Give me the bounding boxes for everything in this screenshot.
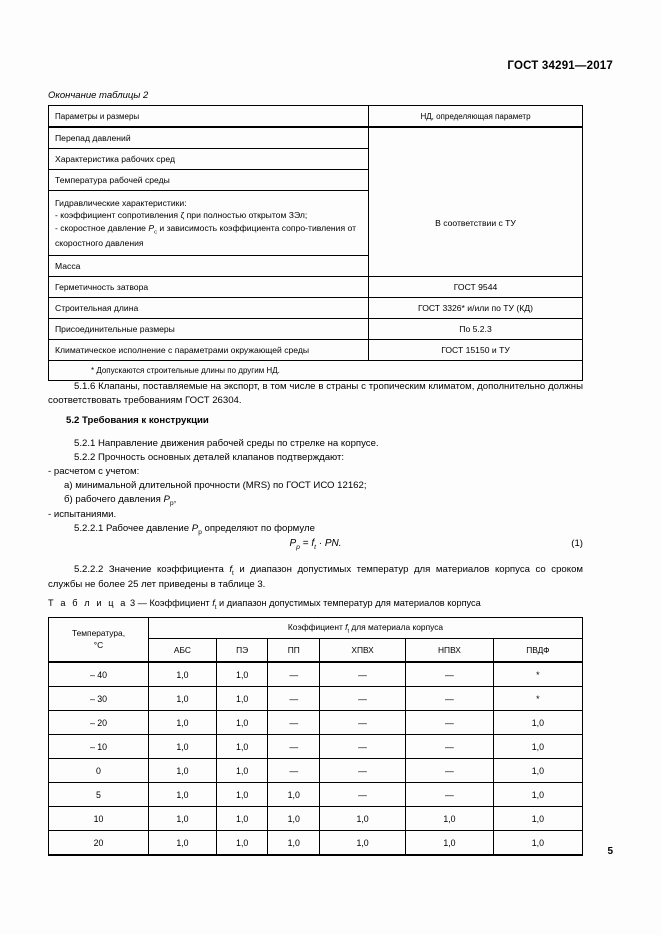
table-row	[49, 191, 583, 256]
paragraph-5-2-2-1-post: определяют по формуле	[201, 523, 315, 534]
paragraph-5-2-2-2	[48, 563, 583, 592]
table-row	[49, 149, 583, 170]
table-3	[48, 617, 583, 856]
paragraph-5-1-6	[48, 380, 583, 407]
formula-left-subscript: р	[296, 544, 300, 551]
pressure-subscript: р	[169, 499, 174, 507]
list-item-b-post: ,	[173, 494, 177, 505]
table3-cell-2-4: —	[406, 711, 494, 735]
table-row	[49, 319, 583, 340]
paragraph-5-2-1-text: 5.2.1 Направление движения рабочей среды по стрелке на корпусе.	[74, 438, 379, 449]
table3-cell-4-2: —	[268, 759, 320, 783]
table3-cell-3-3: —	[320, 735, 406, 759]
table2-label-6: Строительная длина	[49, 298, 369, 319]
list-item-calculation: - расчетом с учетом:	[48, 466, 140, 477]
table3-cell-2-2: —	[268, 711, 320, 735]
pressure-symbol: P	[163, 494, 170, 505]
table2-label-5: Герметичность затвора	[49, 277, 369, 298]
formula-coefficient-subscript: t	[314, 544, 316, 551]
table3-cell-2-1: 1,0	[216, 711, 268, 735]
table3-material-header-1: ПЭ	[216, 639, 268, 663]
table3-cell-0-1: 1,0	[216, 662, 268, 687]
table3-caption-prefix: Т а б л и ц а	[48, 598, 128, 608]
table3-temp-5: 5	[49, 783, 149, 807]
table3-cell-5-3: —	[320, 783, 406, 807]
list-item-b	[64, 493, 599, 508]
formula-equals: =	[299, 538, 312, 549]
table3-cell-0-2: —	[268, 662, 320, 687]
table3-body	[49, 662, 583, 855]
table3-temp-7: 20	[49, 831, 149, 856]
table3-cell-3-0: 1,0	[149, 735, 217, 759]
table3-temp-0: – 40	[49, 662, 149, 687]
table2-value-7: По 5.2.3	[369, 319, 583, 340]
paragraph-5-1-6-text: 5.1.6 Клапаны, поставляемые на экспорт, в том числе в страны с тропическим климатом, дополнительно должны соответствовать требованиям ГОСТ 26304.	[48, 381, 583, 406]
table-row	[49, 127, 583, 149]
table-row	[49, 687, 583, 711]
table3-cell-7-4: 1,0	[406, 831, 494, 856]
table3-cell-4-4: —	[406, 759, 494, 783]
table-row	[49, 662, 583, 687]
table-row	[49, 170, 583, 191]
table-row	[49, 759, 583, 783]
page-number: 5	[607, 846, 613, 857]
table2-footnote: * Допускаются строительные длины по другим НД.	[49, 361, 583, 381]
standard-header: ГОСТ 34291—2017	[507, 60, 613, 72]
table3-cell-0-4: —	[406, 662, 494, 687]
coefficient-subscript: t	[347, 628, 350, 635]
coefficient-symbol: f	[345, 621, 348, 632]
formula-number: (1)	[571, 538, 583, 549]
paragraph-5-2-2-text: 5.2.2 Прочность основных деталей клапанов подтверждают:	[74, 452, 345, 463]
table3-cell-4-1: 1,0	[216, 759, 268, 783]
table-row	[49, 807, 583, 831]
table3-cell-5-1: 1,0	[216, 783, 268, 807]
table2-merged-blank-bottom	[369, 256, 583, 277]
table3-caption	[48, 598, 481, 611]
table-row	[49, 277, 583, 298]
table3-temperature-header	[49, 618, 149, 663]
table3-cell-7-1: 1,0	[216, 831, 268, 856]
pressure-symbol: P	[191, 523, 199, 534]
table3-cell-6-5: 1,0	[493, 807, 582, 831]
table3-cell-4-0: 1,0	[149, 759, 217, 783]
table2-label-7: Присоединительные размеры	[49, 319, 369, 340]
table2-label-8: Климатическое исполнение с параметрами окружающей среды	[49, 340, 369, 361]
table3-cell-1-0: 1,0	[149, 687, 217, 711]
pressure-subscript: с	[154, 229, 157, 236]
formula-rest: · PN.	[315, 538, 342, 549]
table3-cell-5-4: —	[406, 783, 494, 807]
table2-value-5: ГОСТ 9544	[369, 277, 583, 298]
coefficient-symbol: f	[229, 564, 232, 575]
table2-label-2: Температура рабочей среды	[49, 170, 369, 191]
list-item-b-pre: б) рабочего давления	[64, 494, 164, 505]
coef-head-post: для материала корпуса	[349, 621, 444, 632]
hydraulic-line-2: - коэффициент сопротивления ζ при полностью открытом ЗЭл;	[55, 210, 308, 221]
table3-coefficient-header	[149, 618, 583, 639]
table-row	[49, 340, 583, 361]
table2-label-0: Перепад давлений	[49, 127, 369, 149]
paragraph-5-2-2	[48, 451, 583, 465]
table2-merged-value: В соответствии с ТУ	[369, 191, 583, 256]
table3-caption-pre: Коэффициент	[149, 598, 213, 608]
paragraph-5-2-1	[48, 437, 583, 451]
coef-head-pre: Коэффициент	[287, 621, 346, 632]
table3-cell-3-2: —	[268, 735, 320, 759]
hydraulic-line-1: Гидравлические характеристики:	[55, 197, 187, 208]
table3-cell-7-0: 1,0	[149, 831, 217, 856]
coefficient-subscript: t	[232, 569, 234, 577]
table3-cell-6-0: 1,0	[149, 807, 217, 831]
table3-temp-4: 0	[49, 759, 149, 783]
table3-caption-post: и диапазон допустимых температур для материалов корпуса	[216, 598, 481, 608]
table3-cell-1-1: 1,0	[216, 687, 268, 711]
table2-merged-blank-mid2	[369, 170, 583, 191]
table3-cell-1-4: —	[406, 687, 494, 711]
table3-material-header-4: НПВХ	[406, 639, 494, 663]
table-row	[49, 735, 583, 759]
hydraulic-line-3	[55, 222, 362, 250]
table3-cell-6-2: 1,0	[268, 807, 320, 831]
table3-temp-3: – 10	[49, 735, 149, 759]
hydraulic-line-4: тивления от скоростного давления	[55, 222, 357, 248]
hydraulic-line-3-post: и зависимость коэффициента сопро-	[157, 222, 309, 233]
table3-cell-1-2: —	[268, 687, 320, 711]
table3-temp-1: – 30	[49, 687, 149, 711]
table2-merged-blank-top	[369, 127, 583, 149]
table2-label-4: Масса	[49, 256, 369, 277]
table3-cell-6-1: 1,0	[216, 807, 268, 831]
table3-cell-5-2: 1,0	[268, 783, 320, 807]
table3-cell-4-3: —	[320, 759, 406, 783]
table2-hydraulic-cell	[49, 191, 369, 256]
table3-cell-0-0: 1,0	[149, 662, 217, 687]
table2-col-header-1: НД, определяющая параметр	[369, 106, 583, 128]
table3-cell-3-5: 1,0	[493, 735, 582, 759]
table3-temp-2: – 20	[49, 711, 149, 735]
table3-material-header-0: АБС	[149, 639, 217, 663]
table2-value-8: ГОСТ 15150 и ТУ	[369, 340, 583, 361]
table3-caption-number: 3	[127, 598, 138, 608]
table3-cell-7-5: 1,0	[493, 831, 582, 856]
table3-cell-1-3: —	[320, 687, 406, 711]
table-row	[49, 783, 583, 807]
formula-left-symbol: P	[289, 538, 297, 549]
table3-temp-6: 10	[49, 807, 149, 831]
formula-1	[48, 538, 583, 551]
table3-cell-0-5: *	[493, 662, 582, 687]
table2-label-1: Характеристика рабочих сред	[49, 149, 369, 170]
paragraph-5-2-2-1	[48, 522, 583, 537]
table3-cell-6-4: 1,0	[406, 807, 494, 831]
table-row	[49, 618, 583, 639]
table3-cell-4-5: 1,0	[493, 759, 582, 783]
temp-head-line-2: °С	[93, 639, 104, 650]
coefficient-subscript: t	[214, 603, 217, 611]
paragraph-5-2-2-2-pre: 5.2.2.2 Значение коэффициента	[74, 564, 230, 575]
table3-cell-0-3: —	[320, 662, 406, 687]
table3-cell-6-3: 1,0	[320, 807, 406, 831]
table3-material-header-5: ПВДФ	[493, 639, 582, 663]
table2-merged-blank-mid1	[369, 149, 583, 170]
table3-head	[49, 618, 583, 663]
table2-value-6: ГОСТ 3326* и/или по ТУ (КД)	[369, 298, 583, 319]
table3-cell-7-2: 1,0	[268, 831, 320, 856]
table-row	[49, 831, 583, 856]
table3-caption-dash: —	[137, 598, 150, 608]
heading-5-2: 5.2 Требования к конструкции	[66, 415, 209, 426]
table3-cell-2-0: 1,0	[149, 711, 217, 735]
list-item-a: а) минимальной длительной прочности (MRS) по ГОСТ ИСО 12162;	[64, 480, 367, 491]
pressure-subscript: р	[198, 528, 202, 536]
paragraph-5-2-2-2-post: и диапазон допустимых температур для материалов корпуса со сроком службы не более 25 лет приведены в таблице 3.	[48, 564, 583, 591]
paragraph-5-2-2-1-pre: 5.2.2.1 Рабочее давление	[74, 523, 192, 534]
list-item-tests: - испытаниями.	[48, 509, 117, 520]
table3-cell-1-5: *	[493, 687, 582, 711]
table3-cell-7-3: 1,0	[320, 831, 406, 856]
table3-material-header-2: ПП	[268, 639, 320, 663]
table-row	[49, 106, 583, 128]
pressure-symbol: P	[148, 222, 155, 233]
table3-material-header-3: ХПВХ	[320, 639, 406, 663]
table3-cell-2-5: 1,0	[493, 711, 582, 735]
table-2	[48, 105, 583, 381]
table-row	[49, 256, 583, 277]
table2-caption: Окончание таблицы 2	[48, 90, 149, 101]
table3-cell-3-4: —	[406, 735, 494, 759]
table3-cell-2-3: —	[320, 711, 406, 735]
formula-coefficient-symbol: f	[311, 538, 315, 549]
table2-col-header-0: Параметры и размеры	[49, 106, 369, 128]
table3-cell-5-0: 1,0	[149, 783, 217, 807]
table-row	[49, 711, 583, 735]
hydraulic-line-3-pre: - скоростное давление	[55, 222, 149, 233]
table-row	[49, 298, 583, 319]
table3-cell-5-5: 1,0	[493, 783, 582, 807]
coefficient-symbol: f	[212, 598, 215, 608]
table-row	[49, 361, 583, 381]
table3-cell-3-1: 1,0	[216, 735, 268, 759]
temp-head-line-1: Температура,	[71, 628, 126, 639]
